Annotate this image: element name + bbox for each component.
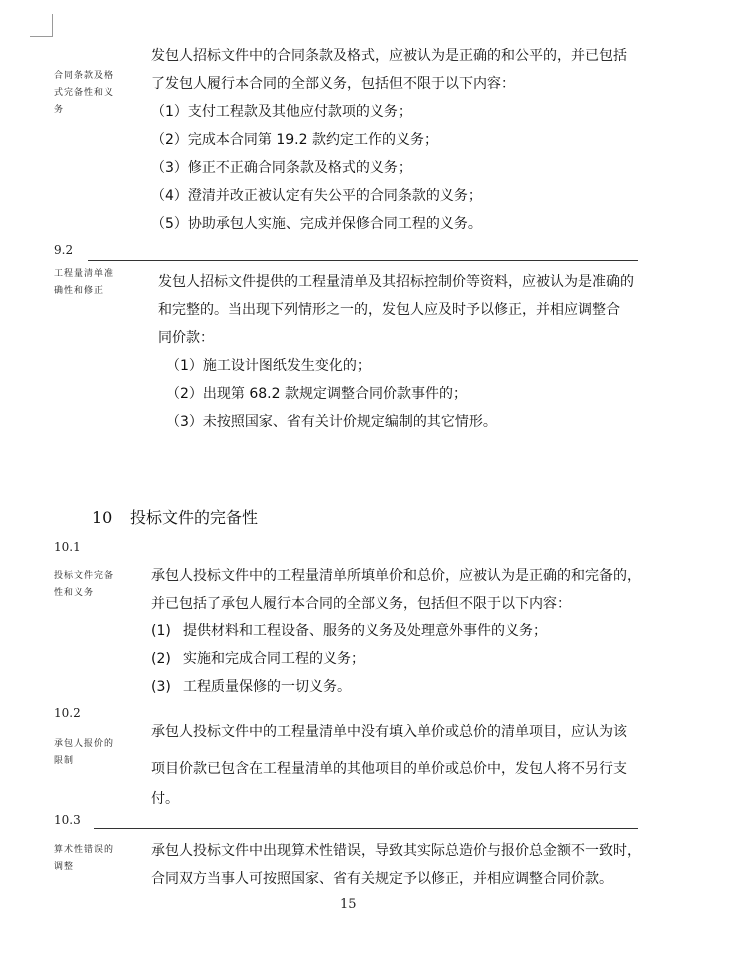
section-title: 投标文件的完备性 [130,508,259,527]
clause-number-10-2: 10.2 [54,706,81,720]
side-label-price-limit: 承包人报价的 限制 [54,739,115,766]
quantity-list-text [158,268,634,352]
list-item: （1）支付工程款及其他应付款项的义务； [151,104,412,120]
list-item: （1）施工设计图纸发生变化的； [166,358,371,374]
crop-mark [30,14,53,37]
side-label-bid-completeness: 投标文件完备 性和义务 [54,571,115,598]
list-item: （2）出现第 68.2 款规定调整合同价款事件的； [166,386,467,402]
side-label-contract-clauses: 合同条款及格 式完备性和义 务 [54,71,115,115]
divider-rule [88,260,638,261]
paragraph-line: 付。 [151,791,179,807]
paragraph-line: 发包人招标文件提供的工程量清单及其招标控制价等资料，应被认为是准确的 [158,274,634,290]
contract-clauses-text [151,42,627,238]
bid-completeness-items [151,617,547,701]
side-label-arithmetic-error: 算术性错误的 调整 [54,845,115,872]
paragraph-line: 合同双方当事人可按照国家、省有关规定予以修正，并相应调整合同价款。 [151,871,613,887]
clause-number-10-1: 10.1 [54,540,81,554]
section-number: 10 [92,508,113,527]
bid-completeness-text [151,562,641,618]
paragraph-line: 同价款： [158,330,214,346]
paragraph-line: 并已包括了承包人履行本合同的全部义务，包括但不限于以下内容： [151,596,571,612]
clause-number-9-2: 9.2 [54,243,74,257]
section-heading-10 [92,505,258,528]
clause-number-10-3: 10.3 [54,813,81,827]
list-item: （3）修正不正确合同条款及格式的义务； [151,160,412,176]
list-item: （3）未按照国家、省有关计价规定编制的其它情形。 [166,414,497,430]
paragraph-line: 项目价款已包含在工程量清单的其他项目的单价或总价中，发包人将不另行支 [151,761,627,777]
arithmetic-error-text [151,837,641,893]
paragraph-line: 和完整的。当出现下列情形之一的，发包人应及时予以修正，并相应调整合 [158,302,620,318]
paragraph-line: 承包人投标文件中的工程量清单所填单价和总价，应被认为是正确的和完备的， [151,568,641,584]
paragraph-line: 发包人招标文件中的合同条款及格式，应被认为是正确的和公平的，并已包括 [151,48,627,64]
list-item: （5）协助承包人实施、完成并保修合同工程的义务。 [151,216,482,232]
quantity-list-items [166,352,497,436]
list-item: (1) 提供材料和工程设备、服务的义务及处理意外事件的义务； [151,623,547,639]
list-item: （2）完成本合同第 19.2 款约定工作的义务； [151,132,438,148]
price-limit-text [151,718,627,746]
divider-rule [94,828,638,829]
page-number: 15 [340,897,357,912]
side-label-quantity-list: 工程量清单准 确性和修正 [54,269,115,296]
paragraph-line: 承包人投标文件中的工程量清单中没有填入单价或总价的清单项目，应认为该 [151,724,627,740]
list-item: (2) 实施和完成合同工程的义务； [151,651,365,667]
paragraph-line: 了发包人履行本合同的全部义务，包括但不限于以下内容： [151,76,515,92]
list-item: (3) 工程质量保修的一切义务。 [151,679,351,695]
price-limit-text-cont [151,754,627,814]
paragraph-line: 承包人投标文件中出现算术性错误，导致其实际总造价与报价总金额不一致时， [151,843,641,859]
list-item: （4）澄清并改正被认定有失公平的合同条款的义务； [151,188,482,204]
